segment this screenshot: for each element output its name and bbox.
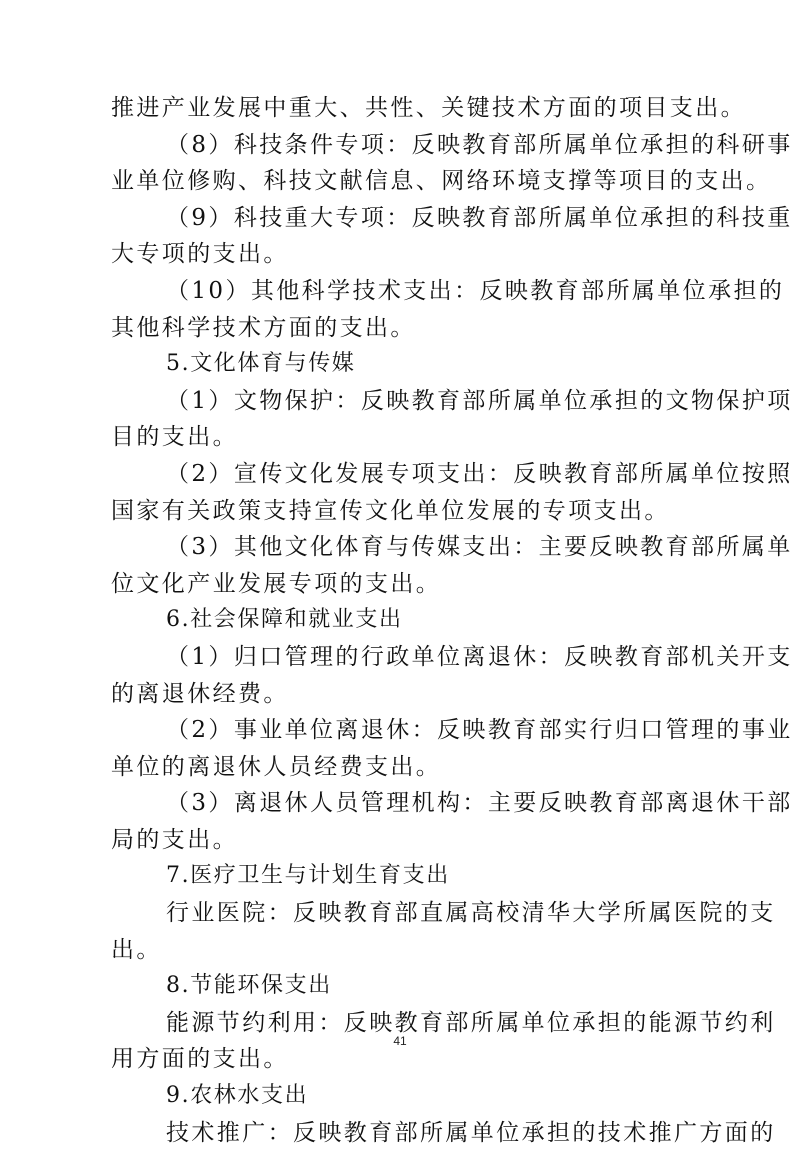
text-line: 能源节约利用：反映教育部所属单位承担的能源节约利 <box>166 1009 776 1036</box>
text-line: 大专项的支出。 <box>111 241 289 268</box>
text-line: 用方面的支出。 <box>111 1046 289 1073</box>
section-heading: 5.文化体育与传媒 <box>166 351 356 377</box>
text-line: 单位的离退休人员经费支出。 <box>111 753 442 780</box>
text-line: 位文化产业发展专项的支出。 <box>111 570 442 597</box>
text-line: （10）其他科学技术支出：反映教育部所属单位承担的 <box>166 277 785 304</box>
text-line: （1）归口管理的行政单位离退休：反映教育部机关开支 <box>166 643 793 670</box>
section-heading: 8.节能环保支出 <box>166 973 332 999</box>
text-line: 行业医院：反映教育部直属高校清华大学所属医院的支 <box>166 900 776 927</box>
section-heading: 9.农林水支出 <box>166 1083 309 1109</box>
text-line: 推进产业发展中重大、共性、关键技术方面的项目支出。 <box>111 95 746 121</box>
text-line: （8）科技条件专项：反映教育部所属单位承担的科研事 <box>166 131 793 158</box>
text-line: 业单位修购、科技文献信息、网络环境支撑等项目的支出。 <box>111 168 772 195</box>
text-line: （9）科技重大专项：反映教育部所属单位承担的科技重 <box>166 204 793 231</box>
page-number: 41 <box>393 1034 407 1048</box>
text-line: 其他科学技术方面的支出。 <box>111 314 416 341</box>
text-line: 局的支出。 <box>111 826 238 853</box>
text-line: 的离退休经费。 <box>111 680 289 707</box>
text-line: （3）其他文化体育与传媒支出：主要反映教育部所属单 <box>166 534 793 561</box>
section-heading: 6.社会保障和就业支出 <box>166 607 403 633</box>
text-line: 目的支出。 <box>111 424 238 451</box>
text-line: （1）文物保护：反映教育部所属单位承担的文物保护项 <box>166 387 793 414</box>
text-line: 出。 <box>111 936 162 963</box>
text-line: （2）事业单位离退休：反映教育部实行归口管理的事业 <box>166 717 793 744</box>
text-line: 国家有关政策支持宣传文化单位发展的专项支出。 <box>111 497 670 524</box>
document-body <box>111 90 793 1151</box>
text-line: 技术推广：反映教育部所属单位承担的技术推广方面的 <box>166 1119 776 1146</box>
text-line: （3）离退休人员管理机构：主要反映教育部离退休干部 <box>166 790 793 817</box>
section-heading: 7.医疗卫生与计划生育支出 <box>166 863 450 889</box>
text-line: （2）宣传文化发展专项支出：反映教育部所属单位按照 <box>166 460 793 487</box>
